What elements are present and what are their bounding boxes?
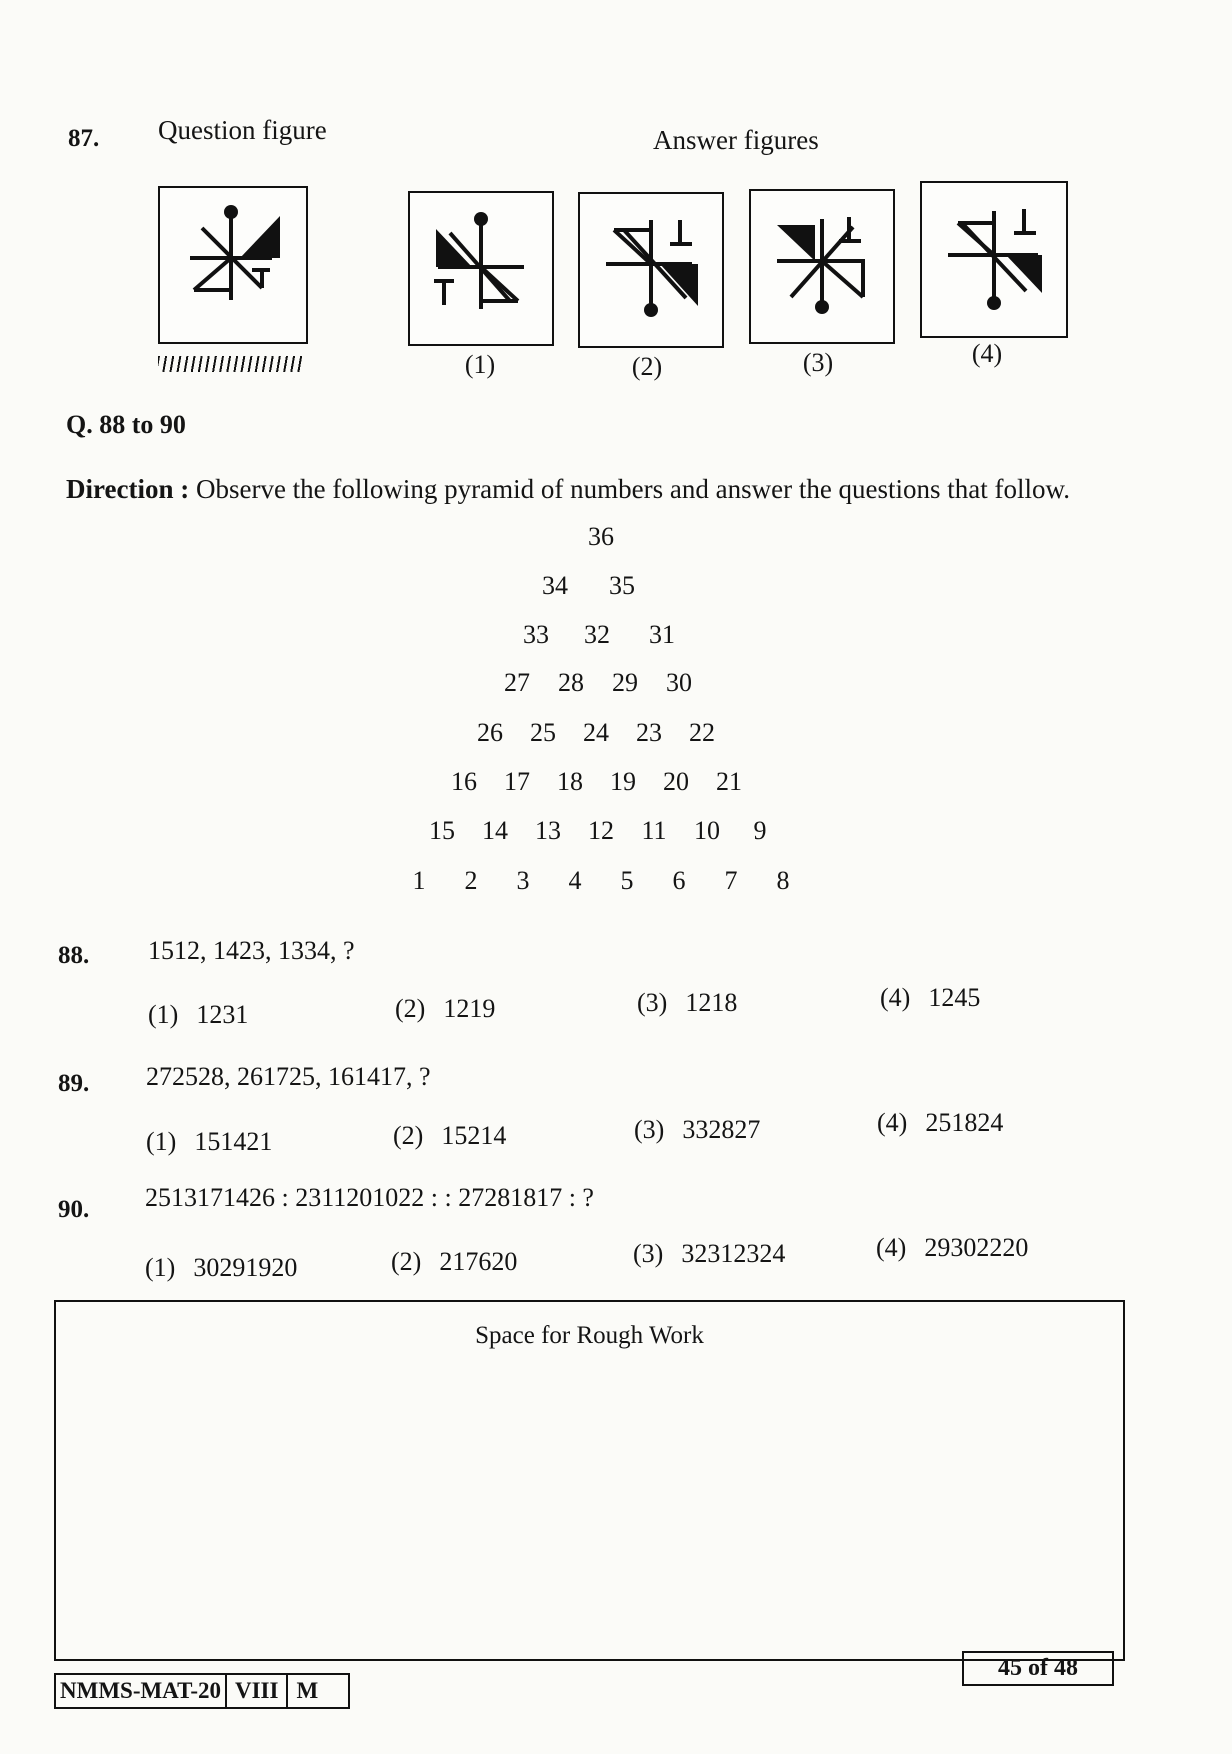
option-number: (2) bbox=[393, 1121, 424, 1150]
pyramid-row-3 bbox=[516, 620, 682, 650]
option-number: (1) bbox=[145, 1253, 176, 1282]
pyramid-number: 26 bbox=[477, 718, 503, 747]
option-value: 30291920 bbox=[193, 1253, 298, 1282]
question-number-87: 87. bbox=[68, 125, 100, 152]
q89-option-4[interactable] bbox=[877, 1108, 1003, 1138]
q88-option-2[interactable] bbox=[395, 994, 495, 1024]
question-figure-label: Question figure bbox=[158, 115, 327, 145]
option-value: 1218 bbox=[685, 988, 738, 1017]
option-number: (3) bbox=[633, 1239, 664, 1268]
option-value: 1231 bbox=[196, 1000, 249, 1029]
q89-option-3[interactable] bbox=[634, 1115, 760, 1145]
pyramid-number: 23 bbox=[636, 718, 662, 747]
pyramid-number: 36 bbox=[588, 522, 614, 551]
option-number: (3) bbox=[637, 988, 668, 1017]
pyramid-number: 22 bbox=[689, 718, 715, 747]
pyramid-number: 4 bbox=[568, 866, 582, 895]
pyramid-number: 31 bbox=[649, 620, 675, 649]
option-number: (3) bbox=[634, 1115, 665, 1144]
direction-text bbox=[66, 474, 1176, 505]
answer-option-3-label: (3) bbox=[802, 348, 834, 377]
q90-option-1[interactable] bbox=[145, 1253, 297, 1283]
rough-work-box bbox=[54, 1300, 1125, 1661]
direction-body: Observe the following pyramid of numbers and answer the questions that follow. bbox=[195, 474, 1071, 504]
pyramid-number: 7 bbox=[724, 866, 738, 895]
pyramid-row-2 bbox=[535, 571, 642, 601]
question-90-text: 2513171426 : 2311201022 : : 27281817 : ? bbox=[145, 1183, 594, 1212]
pyramid-number: 30 bbox=[666, 668, 692, 697]
pyramid-number: 14 bbox=[482, 816, 508, 845]
pyramid-number: 25 bbox=[530, 718, 556, 747]
pyramid-number: 1 bbox=[412, 866, 426, 895]
pyramid-number: 34 bbox=[542, 571, 568, 600]
option-value: 251824 bbox=[925, 1108, 1004, 1137]
set-code: M bbox=[288, 1673, 350, 1709]
pyramid-number: 35 bbox=[609, 571, 635, 600]
q90-option-2[interactable] bbox=[391, 1247, 517, 1277]
answer-figure-2[interactable] bbox=[578, 192, 724, 348]
class-code: VIII bbox=[227, 1673, 288, 1709]
pyramid-number: 15 bbox=[429, 816, 455, 845]
option-value: 15214 bbox=[441, 1121, 507, 1150]
q90-option-4[interactable] bbox=[876, 1233, 1028, 1263]
pyramid-number: 9 bbox=[753, 816, 767, 845]
option-number: (1) bbox=[148, 1000, 179, 1029]
option-value: 1219 bbox=[443, 994, 496, 1023]
option-number: (2) bbox=[391, 1247, 422, 1276]
option-value: 32312324 bbox=[681, 1239, 786, 1268]
pyramid-number: 28 bbox=[558, 668, 584, 697]
rough-work-title: Space for Rough Work bbox=[475, 1322, 704, 1349]
pyramid-number: 12 bbox=[588, 816, 614, 845]
question-figure bbox=[158, 186, 308, 344]
pyramid-number: 10 bbox=[694, 816, 720, 845]
pyramid-row-5 bbox=[470, 718, 722, 748]
pyramid-number: 18 bbox=[557, 767, 583, 796]
pyramid-number: 8 bbox=[776, 866, 790, 895]
pyramid-number: 6 bbox=[672, 866, 686, 895]
section-title: Q. 88 to 90 bbox=[66, 410, 186, 439]
page-number: 45 of 48 bbox=[962, 1651, 1114, 1686]
pyramid-row-6 bbox=[444, 767, 749, 797]
option-value: 1245 bbox=[928, 983, 981, 1012]
question-number-89: 89. bbox=[58, 1070, 90, 1097]
pyramid-number: 27 bbox=[504, 668, 530, 697]
pyramid-number: 32 bbox=[584, 620, 610, 649]
ground-hatch bbox=[158, 356, 304, 372]
question-88-text: 1512, 1423, 1334, ? bbox=[148, 936, 355, 965]
pyramid-number: 33 bbox=[523, 620, 549, 649]
pyramid-number: 29 bbox=[612, 668, 638, 697]
pyramid-number: 5 bbox=[620, 866, 634, 895]
q90-option-3[interactable] bbox=[633, 1239, 785, 1269]
direction-label: Direction : bbox=[66, 474, 190, 504]
option-number: (1) bbox=[146, 1127, 177, 1156]
option-number: (4) bbox=[880, 983, 911, 1012]
q88-option-4[interactable] bbox=[880, 983, 980, 1013]
pyramid-number: 19 bbox=[610, 767, 636, 796]
q89-option-1[interactable] bbox=[146, 1127, 272, 1157]
answer-option-2-label: (2) bbox=[631, 352, 663, 381]
answer-figure-4[interactable] bbox=[920, 181, 1068, 338]
option-value: 217620 bbox=[439, 1247, 518, 1276]
q89-option-2[interactable] bbox=[393, 1121, 506, 1151]
pyramid-number: 11 bbox=[641, 816, 667, 845]
pyramid-number: 17 bbox=[504, 767, 530, 796]
footer-code-boxes bbox=[54, 1673, 350, 1709]
option-number: (4) bbox=[876, 1233, 907, 1262]
option-value: 29302220 bbox=[924, 1233, 1029, 1262]
option-value: 332827 bbox=[682, 1115, 761, 1144]
question-number-90: 90. bbox=[58, 1196, 90, 1223]
question-89-text: 272528, 261725, 161417, ? bbox=[146, 1062, 431, 1091]
q88-option-1[interactable] bbox=[148, 1000, 248, 1030]
answer-figure-3[interactable] bbox=[749, 189, 895, 344]
pyramid-number: 3 bbox=[516, 866, 530, 895]
answer-figures-label: Answer figures bbox=[653, 125, 819, 155]
pyramid-row-7 bbox=[422, 816, 780, 846]
pyramid-number: 13 bbox=[535, 816, 561, 845]
pyramid-number: 2 bbox=[464, 866, 478, 895]
pyramid-number: 21 bbox=[716, 767, 742, 796]
option-number: (2) bbox=[395, 994, 426, 1023]
answer-option-1-label: (1) bbox=[464, 350, 496, 379]
pyramid-row-8 bbox=[399, 866, 803, 896]
answer-option-4-label: (4) bbox=[971, 339, 1003, 368]
pyramid-number: 20 bbox=[663, 767, 689, 796]
question-number-88: 88. bbox=[58, 942, 90, 969]
pyramid-row-4 bbox=[497, 668, 699, 698]
paper-code: NMMS-MAT-20 bbox=[54, 1673, 227, 1709]
q88-option-3[interactable] bbox=[637, 988, 737, 1018]
option-value: 151421 bbox=[194, 1127, 273, 1156]
pyramid-number: 16 bbox=[451, 767, 477, 796]
pyramid-number: 24 bbox=[583, 718, 609, 747]
pyramid-row-1 bbox=[581, 522, 621, 552]
option-number: (4) bbox=[877, 1108, 908, 1137]
answer-figure-1[interactable] bbox=[408, 191, 554, 346]
